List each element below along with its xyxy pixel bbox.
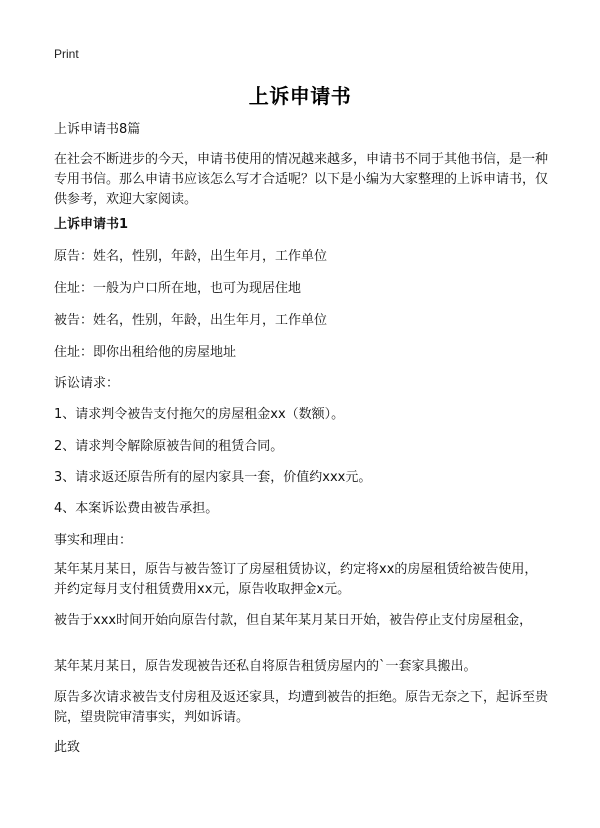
- facts-paragraph-4: 原告多次请求被告支付房租及返还家具，均遭到被告的拒绝。原告无奈之下，起诉至贵院，望贵院审清事实，判如诉请。: [54, 690, 549, 725]
- defendant-address-line: 住址：即你出租给他的房屋地址: [54, 345, 237, 360]
- plaintiff-address-line: 住址：一般为户口所在地，也可为现居住地: [54, 281, 302, 296]
- closing-line: 此致: [54, 740, 81, 755]
- facts-paragraph-1: 某年某月某日，原告与被告签订了房屋租赁协议，约定将xx的房屋租赁给被告使用，并约定每月支付租赁费用xx元，原告收取押金x元。: [54, 562, 538, 597]
- claims-heading: 诉讼请求：: [54, 376, 120, 391]
- document-subtitle: 上诉申请书8篇: [54, 122, 141, 137]
- intro-paragraph: 在社会不断进步的今天，申请书使用的情况越来越多，申请书不同于其他书信，是一种专用书信。那么申请书应该怎么写才合适呢？以下是小编为大家整理的上诉申请书，仅供参考，欢迎大家阅读。: [54, 152, 549, 207]
- claim-item-4: 4、本案诉讼费由被告承担。: [54, 501, 219, 516]
- plaintiff-line: 原告：姓名，性别，年龄，出生年月，工作单位: [54, 249, 328, 264]
- facts-paragraph-2: 被告于xxx时间开始向原告付款，但自某年某月某日开始，被告停止支付房屋租金，: [54, 613, 533, 628]
- print-link[interactable]: Print: [54, 47, 79, 61]
- claim-item-2: 2、请求判令解除原被告间的租赁合同。: [54, 439, 284, 454]
- claim-item-1: 1、请求判令被告支付拖欠的房屋租金xx（数额）。: [54, 407, 345, 422]
- facts-paragraph-3: 某年某月某日，原告发现被告还私自将原告租赁房屋内的`一套家具搬出。: [54, 659, 477, 674]
- claim-item-3: 3、请求返还原告所有的屋内家具一套，价值约xxx元。: [54, 470, 372, 485]
- section-heading: 上诉申请书1: [54, 217, 129, 232]
- defendant-line: 被告：姓名，性别，年龄，出生年月，工作单位: [54, 313, 328, 328]
- page-title: 上诉申请书: [248, 84, 352, 108]
- facts-heading: 事实和理由：: [54, 533, 133, 548]
